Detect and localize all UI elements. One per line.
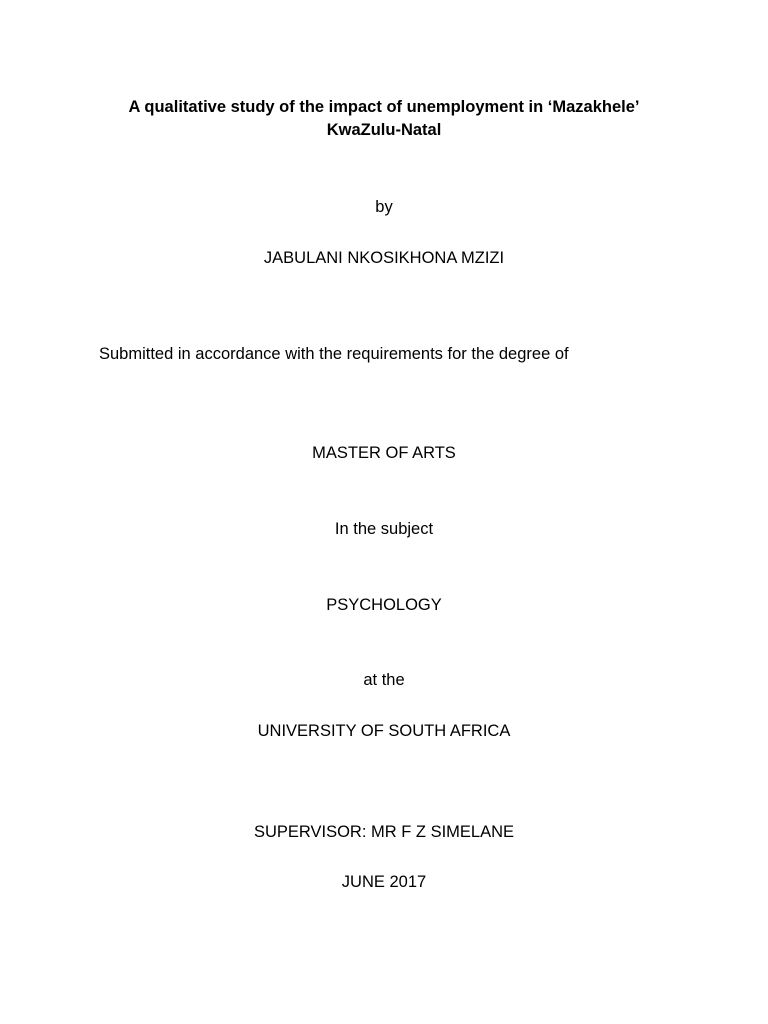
thesis-title-line-2: KwaZulu-Natal bbox=[326, 121, 442, 139]
supervisor-line: SUPERVISOR: MR F Z SIMELANE bbox=[253, 823, 515, 841]
at-the-label: at the bbox=[363, 671, 405, 689]
degree-name: MASTER OF ARTS bbox=[312, 444, 456, 462]
subject-name: PSYCHOLOGY bbox=[326, 596, 442, 614]
subject-intro: In the subject bbox=[334, 520, 434, 538]
by-label: by bbox=[375, 198, 393, 216]
submission-date: JUNE 2017 bbox=[341, 873, 427, 891]
submission-statement: Submitted in accordance with the requirements for the degree of bbox=[99, 345, 569, 363]
university-name: UNIVERSITY OF SOUTH AFRICA bbox=[257, 722, 511, 740]
thesis-title-line-1: A qualitative study of the impact of unemployment in ‘Mazakhele’ bbox=[128, 98, 640, 116]
author-name: JABULANI NKOSIKHONA MZIZI bbox=[263, 249, 505, 267]
